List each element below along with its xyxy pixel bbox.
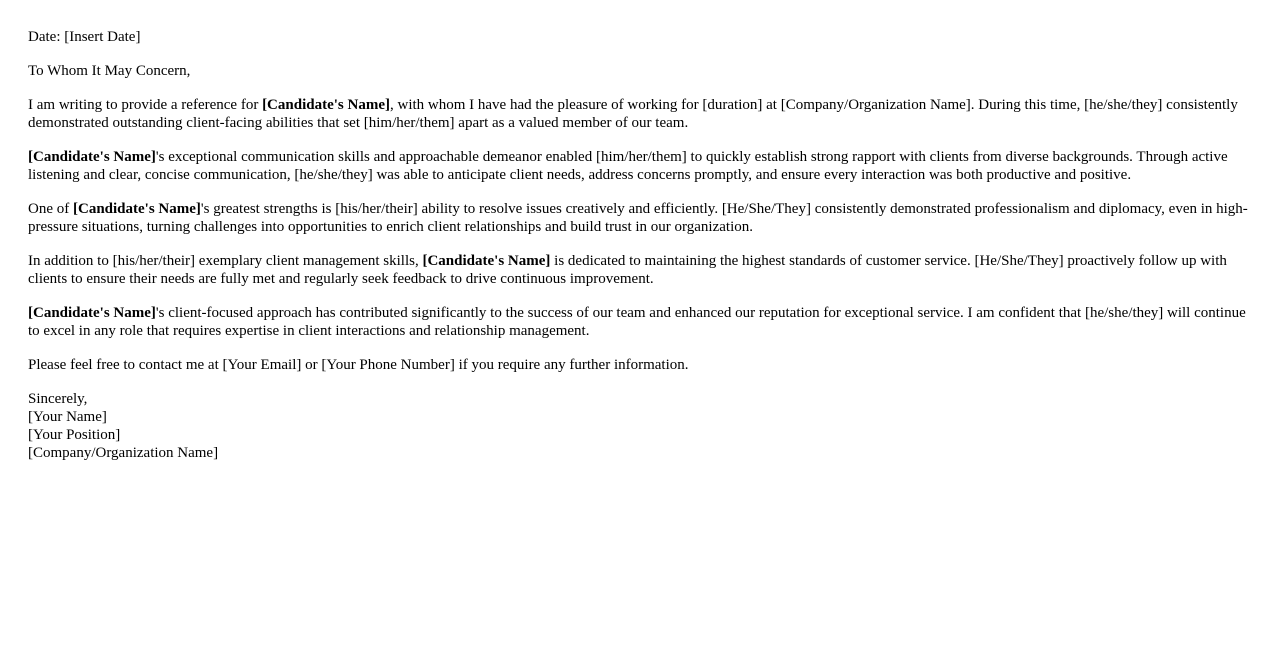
paragraph-service [28, 252, 1252, 288]
candidate-name: [Candidate's Name] [28, 305, 156, 321]
signer-name: [Your Name] [28, 409, 107, 425]
sign-off: Sincerely, [28, 391, 88, 407]
paragraph-text: is dedicated to maintaining the highest standards of customer service. [He/She/They] proactively follow up with clients to ensure their needs are fully met and regularly seek feedback to drive continuous improvement. [28, 253, 1227, 287]
signer-company: [Company/Organization Name] [28, 445, 219, 461]
paragraph-text: 's greatest strengths is [his/her/their] ability to resolve issues creatively and efficiently. [He/She/They] consistently demonstrated professionalism and diplomacy, even in high-pressure situations, turning challenges into opportunities to enrich client relationships and build trust in our organization. [28, 201, 1248, 235]
reference-letter [28, 28, 1252, 478]
date-line: Date: [Insert Date] [28, 29, 141, 45]
paragraph-text: 's exceptional communication skills and approachable demeanor enabled [him/her/them] to quickly establish strong rapport with clients from diverse backgrounds. Through active listening and clear, concise communication, [he/she/they] was able to anticipate client needs, address concerns promptly, and ensure every interaction was both productive and positive. [28, 149, 1228, 183]
salutation: To Whom It May Concern, [28, 63, 191, 79]
candidate-name: [Candidate's Name] [28, 149, 156, 165]
paragraph-text: One of [28, 201, 73, 217]
signature-block [28, 390, 1252, 462]
paragraph-communication [28, 148, 1252, 184]
paragraph-text: In addition to [his/her/their] exemplary client management skills, [28, 253, 423, 269]
signer-position: [Your Position] [28, 427, 121, 443]
candidate-name: [Candidate's Name] [73, 201, 201, 217]
paragraph-approach [28, 304, 1252, 340]
paragraph-text: I am writing to provide a reference for [28, 97, 263, 113]
paragraph-text: , with whom I have had the pleasure of working for [duration] at [Company/Organization Name]. During this time, [he/she/they] consistently demonstrated outstanding client-facing abilities that set [him/her/them] apart as a valued member of our team. [28, 97, 1238, 131]
paragraph-introduction [28, 96, 1252, 132]
candidate-name: [Candidate's Name] [262, 97, 390, 113]
paragraph-text: 's client-focused approach has contributed significantly to the success of our team and enhanced our reputation for exceptional service. I am confident that [he/she/they] will continue to excel in any role that requires expertise in client interactions and relationship management. [28, 305, 1246, 339]
paragraph-strengths [28, 200, 1252, 236]
paragraph-contact: Please feel free to contact me at [Your Email] or [Your Phone Number] if you require any further information. [28, 357, 689, 373]
candidate-name: [Candidate's Name] [422, 253, 551, 269]
